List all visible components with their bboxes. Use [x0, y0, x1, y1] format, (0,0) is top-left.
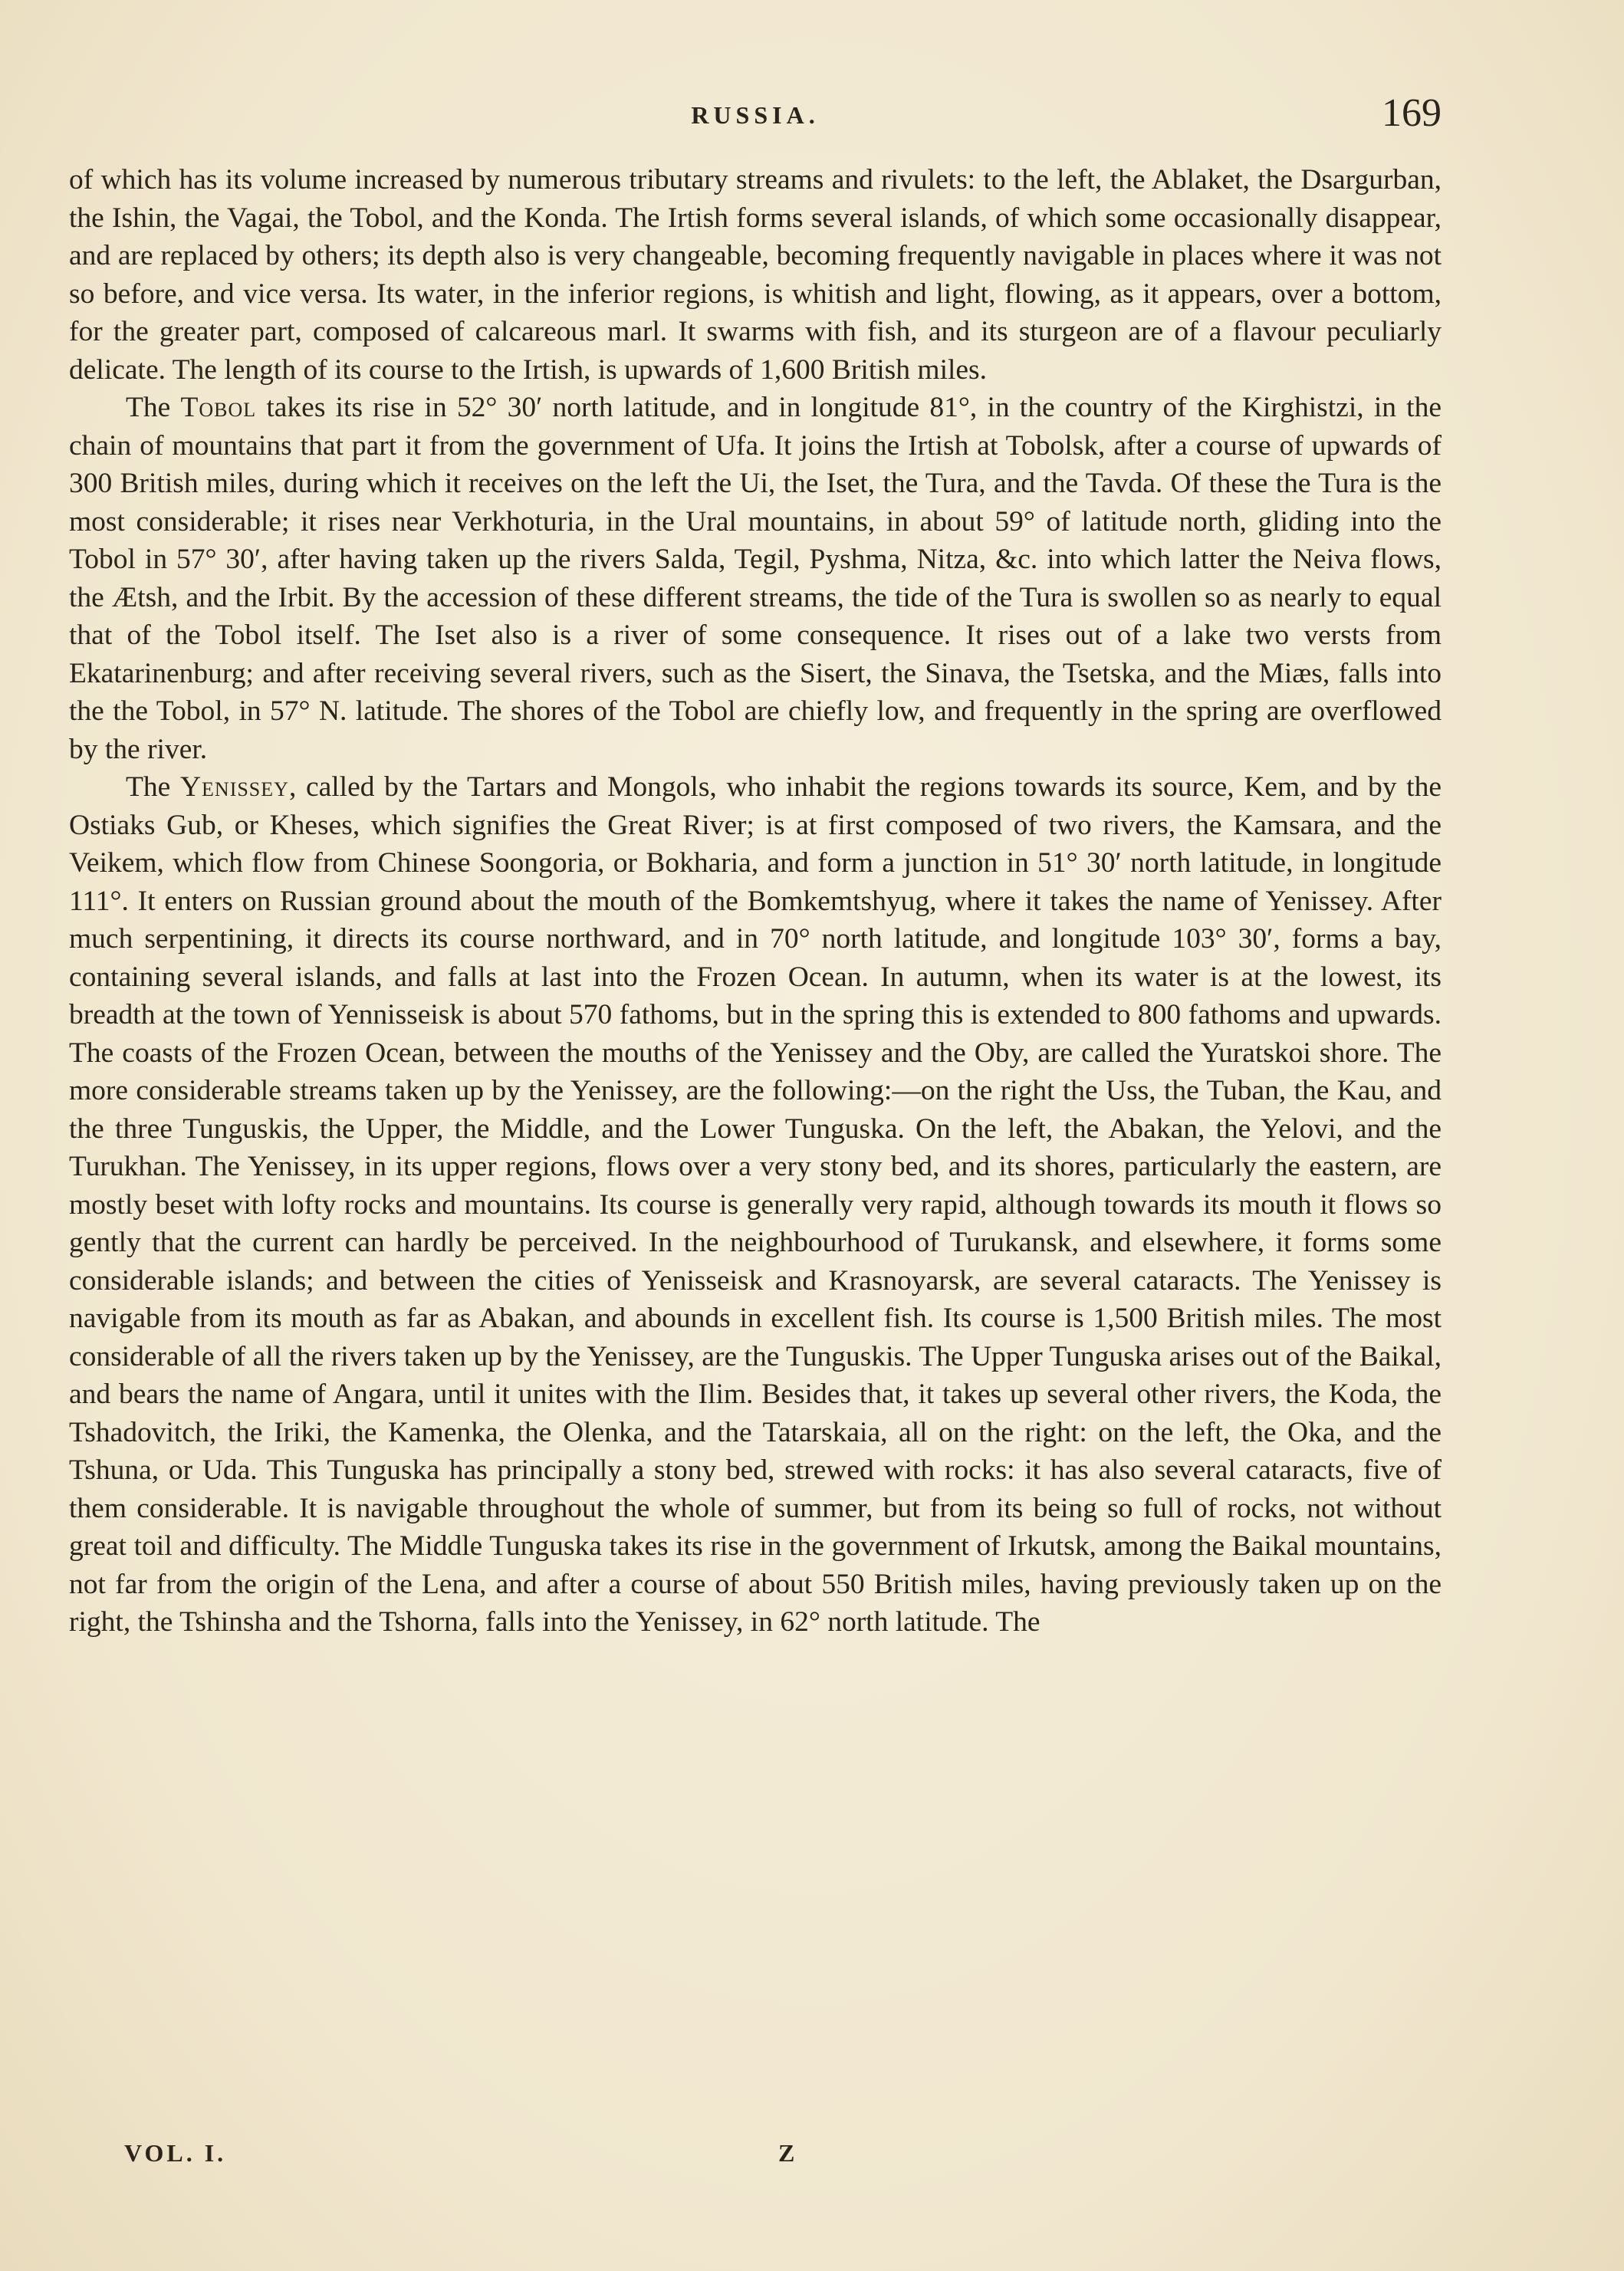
paragraph-text: takes its rise in 52° 30′ north latitude, and in longitude 81°, in the country of the Kirghistzi, in the chain of mountains that part it from the government of Ufa. It joins the Irtish at Tobolsk, after a course of upwards of 300 British miles, during which it receives on the left the Ui, the Iset, the Tura, and the Tavda. Of these the Tura is the most considerable; it rises near Verkhoturia, in the Ural mountains, in about 59° of latitude north, gliding into the Tobol in 57° 30′, after having taken up the rivers Salda, Tegil, Pyshma, Nitza, &c. into which latter the Neiva flows, the Ætsh, and the Irbit. By the accession of these different streams, the tide of the Tura is swollen so as nearly to equal that of the Tobol itself. The Iset also is a river of some consequence. It rises out of a lake two versts from Ekatarinenburg; and after receiving several rivers, such as the Sisert, the Sinava, the Tsetska, and the Miæs, falls into the the Tobol, in 57° N. latitude. The shores of the Tobol are chiefly low, and frequently in the spring are overflowed by the river.: [69, 392, 1442, 765]
running-title: RUSSIA.: [691, 101, 820, 129]
running-head: [69, 90, 1442, 136]
paragraph-text: The: [126, 392, 181, 423]
river-name-yenissey: Yenissey: [179, 771, 289, 803]
body-text: [69, 161, 1442, 1642]
page-number: 169: [1382, 91, 1442, 135]
paragraph-irtish-tributaries: [69, 161, 1442, 389]
page-footer: [69, 2139, 1442, 2177]
volume-mark: VOL. I.: [124, 2139, 227, 2167]
paragraph-yenissey: [69, 768, 1442, 1642]
paragraph-text: of which has its volume increased by numerous tributary streams and rivulets: to the left, the Ablaket, the Dsargurban, the Ishin, the Vagai, the Tobol, and the Konda. The Irtish forms several islands, of which some occasionally disappear, and are replaced by others; its depth also is very changeable, becoming frequently navigable in places where it was not so before, and vice versa. Its water, in the inferior regions, is whitish and light, flowing, as it appears, over a bottom, for the greater part, composed of calcareous marl. It swarms with fish, and its sturgeon are of a flavour peculiarly delicate. The length of its course to the Irtish, is upwards of 1,600 British miles.: [69, 164, 1442, 386]
signature-mark: Z: [778, 2139, 795, 2167]
river-name-tobol: Tobol: [180, 392, 257, 423]
paragraph-text: The: [126, 771, 180, 803]
paragraph-tobol: [69, 389, 1442, 768]
paragraph-text: , called by the Tartars and Mongols, who inhabit the regions towards its source, Kem, and by the Ostiaks Gub, or Kheses, which signifies the Great River; is at first composed of two rivers, the Kamsara, and the Veikem, which flow from Chinese Soongoria, or Bokharia, and form a junction in 51° 30′ north latitude, in longitude 111°. It enters on Russian ground about the mouth of the Bomkemtshyug, where it takes the name of Yenissey. After much serpentining, it directs its course northward, and in 70° north latitude, and longitude 103° 30′, forms a bay, containing several islands, and falls at last into the Frozen Ocean. In autumn, when its water is at the lowest, its breadth at the town of Yennisseisk is about 570 fathoms, but in the spring this is extended to 800 fathoms and upwards. The coasts of the Frozen Ocean, between the mouths of the Yenissey and the Oby, are called the Yuratskoi shore. The more considerable streams taken up by the Yenissey, are the following:—on the right the Uss, the Tuban, the Kau, and the three Tunguskis, the Upper, the Middle, and the Lower Tunguska. On the left, the Abakan, the Yelovi, and the Turukhan. The Yenissey, in its upper regions, flows over a very stony bed, and its shores, particularly the eastern, are mostly beset with lofty rocks and mountains. Its course is generally very rapid, although towards its mouth it flows so gently that the current can hardly be perceived. In the neighbourhood of Turukansk, and elsewhere, it forms some considerable islands; and between the cities of Yenisseisk and Krasnoyarsk, are several cataracts. The Yenissey is navigable from its mouth as far as Abakan, and abounds in excellent fish. Its course is 1,500 British miles. The most considerable of all the rivers taken up by the Yenissey, are the Tunguskis. The Upper Tunguska arises out of the Baikal, and bears the name of Angara, until it unites with the Ilim. Besides that, it takes up several other rivers, the Koda, the Tshadovitch, the Iriki, the Kamenka, the Olenka, and the Tatarskaia, all on the right: on the left, the Oka, and the Tshuna, or Uda. This Tunguska has principally a stony bed, strewed with rocks: it has also several cataracts, five of them considerable. It is navigable throughout the whole of summer, but from its being so full of rocks, not without great toil and difficulty. The Middle Tunguska takes its rise in the government of Irkutsk, among the Baikal mountains, not far from the origin of the Lena, and after a course of about 550 British miles, having previously taken up on the right, the Tshinsha and the Tshorna, falls into the Yenissey, in 62° north latitude. The: [69, 771, 1442, 1638]
